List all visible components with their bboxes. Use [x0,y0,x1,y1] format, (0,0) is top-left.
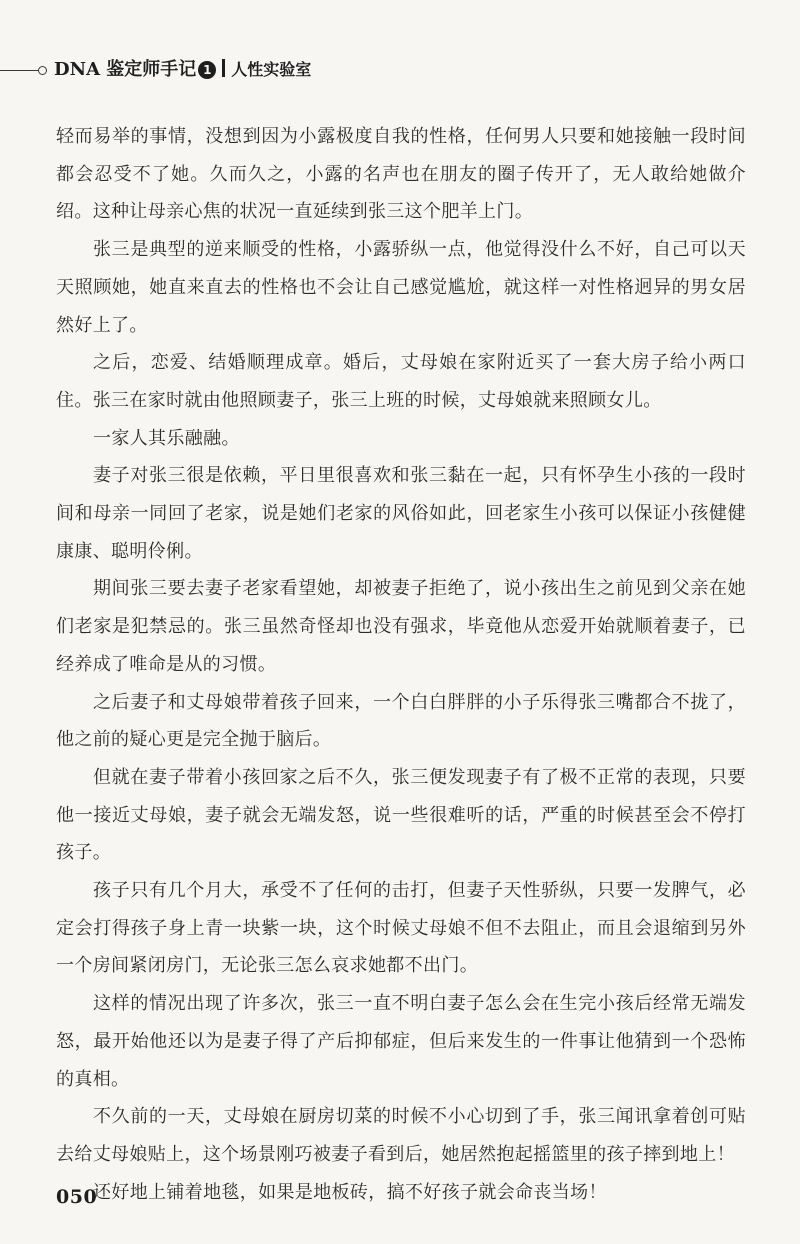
page-number: 050 [56,1186,98,1208]
paragraph: 这样的情况出现了许多次，张三一直不明白妻子怎么会在生完小孩后经常无端发怒，最开始他还以为是妻子得了产后抑郁症，但后来发生的一件事让他猜到一个恐怖的真相。 [56,993,746,1090]
paragraph: 张三是典型的逆来顺受的性格，小露骄纵一点，他觉得没什么不好，自己可以天天照顾她，她直来直去的性格也不会让自己感觉尴尬，就这样一对性格迥异的男女居然好上了。 [56,239,746,336]
paragraph: 还好地上铺着地毯，如果是地板砖，搞不好孩子就会命丧当场！ [93,1181,607,1203]
book-subtitle: 人性实验室 [231,60,312,79]
title-separator [222,59,225,77]
header-circle-icon [38,66,47,75]
volume-badge: 1 [198,61,216,79]
paragraph: 之后，恋爱、结婚顺理成章。婚后，丈母娘在家附近买了一套大房子给小两口住。张三在家时就由他照顾妻子，张三上班的时候，丈母娘就来照顾女儿。 [56,352,746,411]
book-title-text: DNA 鉴定师手记 [54,59,197,80]
paragraph: 不久前的一天，丈母娘在厨房切菜的时候不小心切到了手，张三闻讯拿着创可贴去给丈母娘贴上，这个场景刚巧被妻子看到后，她居然抱起摇篮里的孩子摔到地上！ [56,1106,746,1165]
header-rule [0,70,38,71]
paragraph: 之后妻子和丈母娘带着孩子回来，一个白白胖胖的小子乐得张三嘴都合不拢了，他之前的疑心更是完全抛于脑后。 [56,691,746,751]
paragraph: 妻子对张三很是依赖，平日里很喜欢和张三黏在一起，只有怀孕生小孩的一段时间和母亲一同回了老家，说是她们老家的风俗如此，回老家生小孩可以保证小孩健健康康、聪明伶俐。 [56,465,746,562]
paragraph: 轻而易举的事情，没想到因为小露极度自我的性格，任何男人只要和她接触一段时间都会忍受不了她。久而久之，小露的名声也在朋友的圈子传开了，无人敢给她做介绍。这种让母亲心焦的状况一直延续到张三这个肥羊上门。 [56,126,746,223]
paragraph: 孩子只有几个月大，承受不了任何的击打，但妻子天性骄纵，只要一发脾气，必定会打得孩子身上青一块紫一块，这个时候丈母娘不但不去阻止，而且会退缩到另外一个房间紧闭房门，无论张三怎么哀求她都不出门。 [56,880,746,977]
running-header [0,56,800,86]
paragraph: 但就在妻子带着小孩回家之后不久，张三便发现妻子有了极不正常的表现，只要他一接近丈母娘，妻子就会无端发怒，说一些很难听的话，严重的时候甚至会不停打孩子。 [56,766,746,864]
body-text [56,118,746,1211]
paragraph: 一家人其乐融融。 [93,427,240,449]
book-title [54,58,311,82]
paragraph: 期间张三要去妻子老家看望她，却被妻子拒绝了，说小孩出生之前见到父亲在她们老家是犯禁忌的。张三虽然奇怪却也没有强求，毕竟他从恋爱开始就顺着妻子，已经养成了唯命是从的习惯。 [56,578,746,675]
